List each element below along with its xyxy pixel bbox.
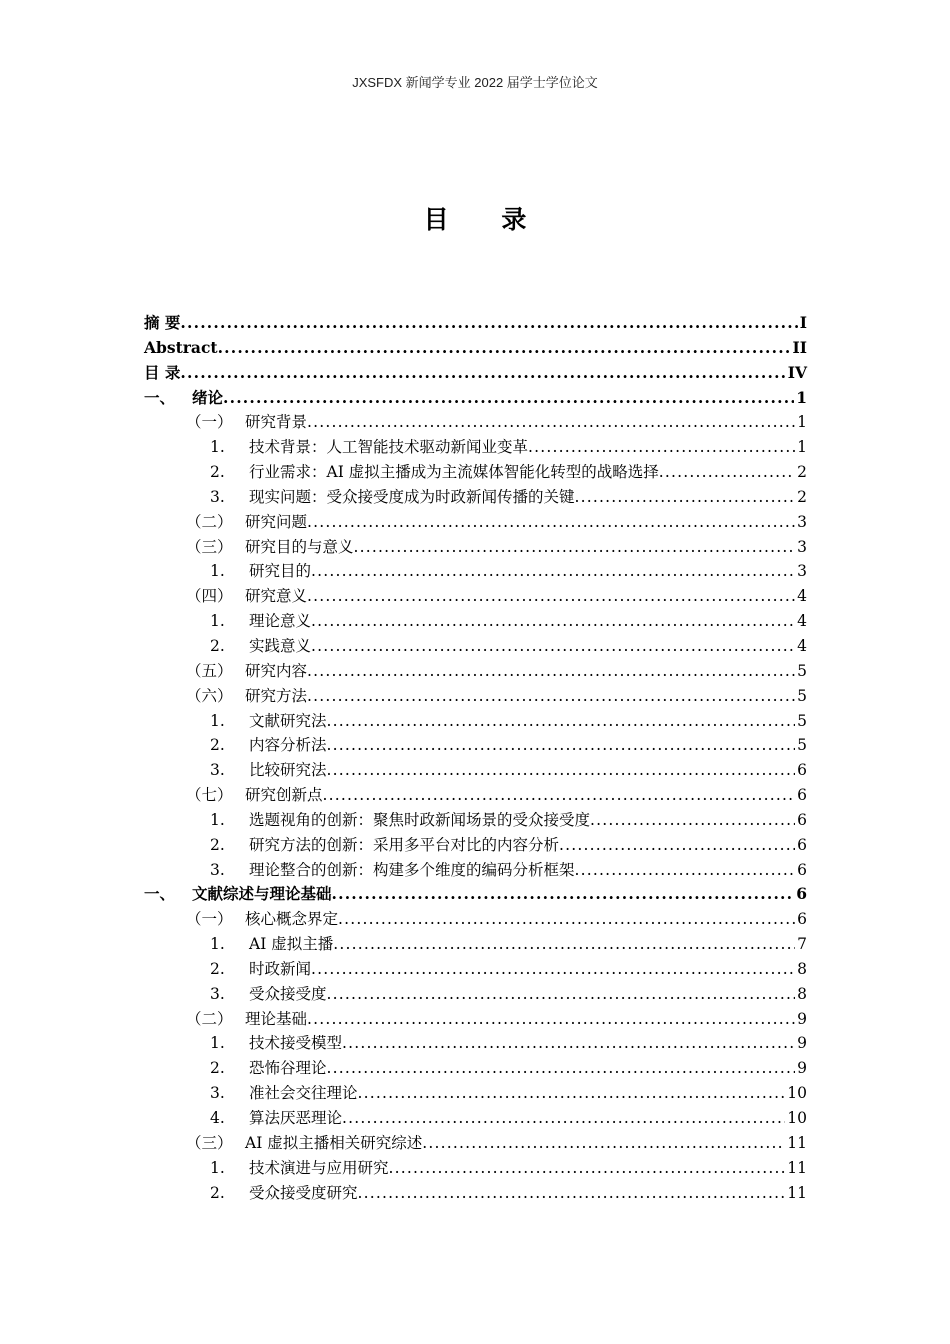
toc-entry[interactable] [144,336,807,361]
toc-entry-label: 行业需求：AI 虚拟主播成为主流媒体智能化转型的战略选择 [249,463,659,482]
toc-entry-page: 7 [797,935,807,954]
toc-entry[interactable] [144,584,807,609]
toc-entry[interactable] [144,1031,807,1056]
toc-dot-leader [311,609,795,634]
toc-entry[interactable] [144,982,807,1007]
toc-entry-number: （三） [186,537,233,556]
toc-dot-leader [422,1131,785,1156]
toc-entry-page: 11 [787,1183,807,1202]
toc-entry-page: 5 [797,711,807,730]
toc-entry-label: 技术接受模型 [249,1034,343,1053]
toc-entry-label: AI 虚拟主播 [249,935,334,954]
toc-entry-number: 1. [210,1158,225,1177]
toc-entry-label: 研究方法 [245,686,308,705]
toc-entry[interactable] [144,957,807,982]
toc-entry-number: 2. [210,736,225,755]
toc-entry[interactable] [144,907,807,932]
toc-entry-page: I [799,313,807,332]
toc-dot-leader [575,858,796,883]
toc-entry-label: 算法厌恶理论 [249,1109,343,1127]
toc-entry-label: 技术演进与应用研究 [249,1158,389,1177]
toc-entry-page: 4 [797,612,807,631]
toc-entry-label: 受众接受度 [249,984,327,1003]
toc-entry-number: 2. [210,835,225,854]
toc-entry-number: （二） [186,512,233,531]
toc-entry-number: 3. [210,761,225,780]
toc-entry[interactable] [144,609,807,634]
toc-dot-leader [327,733,796,758]
toc-entry-number: 2. [210,1059,225,1078]
toc-entry[interactable] [144,559,807,584]
toc-entry-number: （一） [186,910,233,929]
toc-entry-page: 3 [797,562,807,581]
toc-entry-label: 内容分析法 [249,736,327,755]
toc-entry-page: 6 [797,761,807,780]
toc-entry-number: 一、 [144,387,176,407]
toc-dot-leader [311,957,795,982]
toc-dot-leader [358,1081,786,1106]
toc-entry[interactable] [144,435,807,460]
toc-dot-leader [342,1106,785,1131]
toc-entry-label: 时政新闻 [249,959,312,978]
toc-entry[interactable] [144,709,807,734]
toc-entry-page: 5 [797,661,807,680]
toc-entry-label: 研究问题 [245,512,308,531]
toc-entry-number: 1. [210,438,225,457]
toc-entry[interactable] [144,932,807,957]
toc-entry[interactable] [144,783,807,808]
toc-entry-page: 3 [797,512,807,531]
toc-entry-label: 理论意义 [249,612,312,631]
page-title: 目 录 [423,205,549,234]
toc-entry-label: 绪论 [192,387,224,407]
toc-entry[interactable] [144,1181,807,1206]
toc-entry-number: 3. [210,487,225,506]
toc-entry-page: 1 [797,413,807,432]
toc-entry[interactable] [144,858,807,883]
toc-entry-number: 4. [210,1109,225,1127]
toc-entry[interactable] [144,808,807,833]
toc-dot-leader [180,361,785,386]
toc-entry-label: 研究内容 [245,661,308,680]
toc-entry-label: 文献综述与理论基础 [192,884,332,904]
toc-dot-leader [327,1056,796,1081]
toc-dot-leader [354,535,796,560]
toc-entry-number: （五） [186,661,233,680]
toc-entry[interactable] [144,1056,807,1081]
toc-dot-leader [307,510,795,535]
toc-entry-label: 恐怖谷理论 [249,1059,327,1078]
toc-dot-leader [327,982,796,1007]
toc-entry-number: 2. [210,1183,225,1202]
toc-entry-number: 一、 [144,884,176,904]
toc-entry-page: 9 [797,1034,807,1053]
toc-entry-page: II [792,337,807,357]
toc-dot-leader [389,1156,786,1181]
toc-entry[interactable] [144,1081,807,1106]
toc-entry-number: （一） [186,413,233,432]
toc-entry[interactable] [144,361,807,386]
toc-entry-number: 1. [210,1034,225,1053]
toc-dot-leader [307,410,795,435]
toc-entry-number: 1. [210,612,225,631]
toc-entry-number: 3. [210,860,225,879]
toc-entry-page: 9 [797,1059,807,1078]
toc-dot-leader [307,684,795,709]
toc-entry-page: 8 [797,959,807,978]
toc-entry-label: 实践意义 [249,636,312,655]
toc-entry[interactable] [144,1106,807,1131]
toc-dot-leader [311,559,795,584]
toc-entry-page: 11 [787,1158,807,1177]
toc-entry-page: 2 [797,487,807,506]
toc-dot-leader [659,460,795,485]
toc-entry[interactable] [144,758,807,783]
toc-dot-leader [223,386,794,411]
toc-entry-number: （三） [186,1133,233,1152]
toc-entry-label: Abstract [144,337,218,357]
toc-dot-leader [358,1181,786,1206]
toc-entry-page: IV [787,362,807,382]
toc-dot-leader [327,709,796,734]
toc-entry[interactable] [144,882,807,907]
toc-entry[interactable] [144,634,807,659]
toc-entry-label: 目 录 [144,362,181,382]
toc-entry-number: 2. [210,636,225,655]
toc-entry-page: 9 [797,1009,807,1028]
toc-entry-label: 核心概念界定 [245,910,339,929]
toc-entry-page: 4 [797,587,807,606]
toc-entry-label: 文献研究法 [249,711,327,730]
running-header: JXSFDX 新闻学专业 2022 届学士学位论文 [352,75,598,90]
toc-entry-label: 研究方法的创新：采用多平台对比的内容分析 [249,835,560,854]
toc-entry-label: 比较研究法 [249,761,327,780]
toc-entry[interactable] [144,410,807,435]
toc-entry-label: 技术背景：人工智能技术驱动新闻业变革 [249,438,529,457]
toc-entry[interactable] [144,460,807,485]
toc-entry-label: 研究创新点 [245,786,323,805]
toc-dot-leader [307,659,795,684]
toc-entry-number: 2. [210,959,225,978]
toc-entry[interactable] [144,535,807,560]
toc-entry-label: AI 虚拟主播相关研究综述 [245,1133,423,1152]
toc-dot-leader [332,882,795,907]
toc-entry-page: 1 [797,438,807,457]
toc-entry[interactable] [144,684,807,709]
toc-dot-leader [528,435,795,460]
toc-entry-number: （六） [186,686,233,705]
toc-entry-label: 选题视角的创新：聚焦时政新闻场景的受众接受度 [249,810,591,829]
toc-entry-label: 理论整合的创新：构建多个维度的编码分析框架 [249,860,575,879]
toc-dot-leader [311,634,795,659]
toc-entry-label: 研究背景 [245,413,308,432]
toc-entry-number: 1. [210,810,225,829]
toc-entry[interactable] [144,659,807,684]
toc-entry-page: 6 [797,910,807,929]
toc-entry-number: 3. [210,1084,225,1103]
toc-entry[interactable] [144,386,807,411]
toc-entry-page: 1 [796,387,807,407]
toc-entry-page: 5 [797,686,807,705]
toc-entry[interactable] [144,485,807,510]
toc-entry-number: （四） [186,587,233,606]
toc-dot-leader [323,783,796,808]
toc-entry-number: 1. [210,562,225,581]
toc-entry-page: 2 [797,463,807,482]
toc-entry-page: 6 [796,884,807,904]
toc-entry-page: 4 [797,636,807,655]
toc-entry[interactable] [144,311,807,336]
toc-dot-leader [180,311,797,336]
toc-entry-number: 3. [210,984,225,1003]
toc-entry-label: 准社会交往理论 [249,1084,358,1103]
toc-entry-label: 研究目的 [249,562,312,581]
toc-entry[interactable] [144,1007,807,1032]
toc-entry-number: 1. [210,711,225,730]
toc-entry-page: 6 [797,835,807,854]
toc-entry-label: 研究意义 [245,587,308,606]
toc-entry-page: 6 [797,810,807,829]
toc-entry-page: 6 [797,786,807,805]
toc-dot-leader [338,907,795,932]
toc-entry-number: 2. [210,463,225,482]
toc-entry-page: 6 [797,860,807,879]
toc-dot-leader [333,932,795,957]
toc-entry[interactable] [144,1131,807,1156]
toc-entry-label: 摘 要 [144,313,181,332]
toc-entry-page: 3 [797,537,807,556]
toc-entry-label: 现实问题：受众接受度成为时政新闻传播的关键 [249,487,575,506]
toc-entry-label: 研究目的与意义 [245,537,354,556]
toc-entry-label: 受众接受度研究 [249,1183,358,1202]
toc-entry-page: 8 [797,984,807,1003]
toc-entry-number: 1. [210,935,225,954]
toc-entry-label: 理论基础 [245,1009,308,1028]
toc-entry-page: 5 [797,736,807,755]
toc-dot-leader [327,758,796,783]
toc-dot-leader [559,833,795,858]
toc-dot-leader [342,1031,795,1056]
toc-dot-leader [575,485,796,510]
toc-entry[interactable] [144,733,807,758]
toc-dot-leader [307,584,795,609]
toc-entry-page: 10 [787,1084,807,1103]
toc-dot-leader [590,808,795,833]
toc-entry-number: （七） [186,786,233,805]
toc-dot-leader [307,1007,795,1032]
toc-entry-page: 10 [787,1109,807,1127]
toc-dot-leader [218,336,791,361]
toc-entry[interactable] [144,510,807,535]
toc-entry-number: （二） [186,1009,233,1028]
toc-entry[interactable] [144,1156,807,1181]
table-of-contents [144,311,807,1205]
toc-entry-page: 11 [787,1133,807,1152]
toc-entry[interactable] [144,833,807,858]
